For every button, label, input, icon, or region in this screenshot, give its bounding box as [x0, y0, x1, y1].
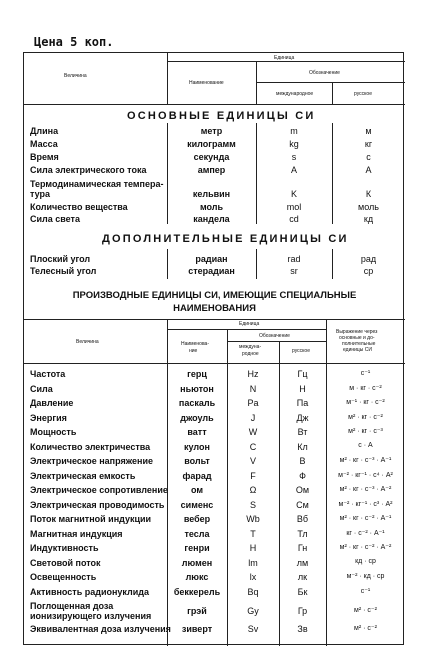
russian-symbol-cell: Па — [296, 398, 309, 408]
international-symbol-cell: V — [249, 456, 256, 466]
russian-symbol-cell: Вт — [297, 427, 308, 437]
si-expression-cell: м² · кг · с⁻³ · А⁻² — [339, 486, 392, 493]
header2-expr4: единицы СИ — [343, 347, 372, 353]
unit-name-cell: ампер — [197, 165, 226, 175]
header2-expr1: Выражение через — [336, 329, 378, 335]
international-symbol-cell: H — [249, 543, 257, 553]
international-symbol-cell: Bq — [247, 586, 259, 597]
russian-symbol-cell: Ф — [299, 470, 306, 481]
russian-symbol-cell: Н — [299, 383, 306, 394]
unit-name-cell: моль — [199, 202, 224, 212]
quantity-cell: Масса — [30, 139, 58, 149]
section-supp-title: ДОПОЛНИТЕЛЬНЫЕ ЕДИНИЦЫ СИ — [102, 233, 349, 245]
russian-symbol-cell: моль — [358, 202, 379, 212]
international-symbol-cell: cd — [289, 214, 299, 224]
unit-name-cell: джоуль — [180, 412, 214, 423]
si-expression-cell: м⁻¹ · кг · с⁻² — [346, 399, 385, 406]
si-expression-cell: м⁻² · кд · ср — [346, 573, 385, 580]
russian-symbol-cell: Дж — [296, 412, 309, 423]
header2-expr3: полнительные — [342, 341, 376, 347]
si-expression-cell: м² · с⁻² — [354, 625, 377, 632]
unit-name-cell: люмен — [181, 557, 213, 568]
international-symbol-cell: F — [250, 470, 256, 481]
quantity-cell: Сила — [30, 383, 53, 394]
unit-name-cell: ватт — [187, 427, 207, 437]
quantity-cell: Электрическое напряжение — [30, 456, 153, 466]
si-expression-cell: с⁻¹ — [360, 370, 371, 377]
quantity-cell: Время — [30, 152, 59, 162]
international-symbol-cell: A — [290, 165, 297, 175]
international-symbol-cell: rad — [287, 254, 301, 264]
unit-name-cell: грэй — [187, 606, 207, 616]
si-expression-cell: м⁻² · кг⁻¹ · с³ · А² — [338, 500, 393, 508]
units-table — [23, 52, 404, 645]
russian-symbol-cell: В — [299, 456, 306, 466]
russian-symbol-cell: А — [365, 165, 372, 175]
russian-symbol-cell: ср — [363, 266, 374, 276]
russian-symbol-cell: Гн — [297, 543, 308, 553]
international-symbol-cell: Wb — [246, 514, 260, 524]
quantity-cell: Электрическое сопротивление — [30, 485, 168, 495]
quantity-cell: Сила электрического тока — [30, 165, 147, 175]
header2-unit: Единица — [239, 321, 260, 327]
russian-symbol-cell: Гц — [297, 369, 308, 379]
russian-symbol-cell: кд — [363, 214, 374, 224]
header2-international: междуна- — [239, 344, 262, 350]
header-international: международное — [276, 91, 314, 97]
russian-symbol-cell: Тл — [297, 528, 308, 539]
unit-name-cell: зиверт — [181, 624, 213, 634]
russian-symbol-cell: м — [365, 126, 372, 136]
russian-symbol-cell: лм — [296, 557, 309, 568]
russian-symbol-cell: с — [366, 152, 371, 162]
header-designation: Обозначение — [309, 70, 340, 76]
unit-name-cell: беккерель — [173, 586, 221, 597]
quantity-cell: Электрическая емкость — [30, 470, 136, 481]
unit-name-cell: фарад — [182, 470, 212, 481]
international-symbol-cell: s — [291, 152, 297, 162]
international-symbol-cell: S — [249, 499, 256, 510]
unit-name-cell: стерадиан — [188, 266, 235, 276]
unit-name-cell: генри — [184, 543, 210, 553]
si-expression-cell: м² · кг · с⁻² · А⁻² — [339, 544, 392, 551]
unit-name-cell: герц — [187, 369, 207, 379]
international-symbol-cell: Pa — [247, 398, 259, 408]
quantity-cell: Мощность — [30, 427, 77, 437]
quantity-cell: Электрическая проводимость — [30, 499, 165, 510]
international-symbol-cell: W — [248, 427, 258, 437]
international-symbol-cell: J — [250, 412, 256, 423]
quantity-cell: Телесный угол — [30, 266, 97, 276]
quantity-cell: Количество электричества — [30, 441, 151, 452]
international-symbol-cell: Gy — [247, 606, 259, 616]
russian-symbol-cell: Бк — [297, 586, 308, 597]
section-derived-title: ПРОИЗВОДНЫЕ ЕДИНИЦЫ СИ, ИМЕЮЩИЕ СПЕЦИАЛЬНЫЕ — [72, 290, 357, 301]
quantity-cell: Энергия — [30, 412, 67, 423]
international-symbol-cell: Hz — [247, 369, 259, 379]
quantity-cell: Сила света — [30, 214, 80, 224]
quantity-cell: Длина — [30, 126, 59, 136]
unit-name-cell: метр — [200, 126, 223, 136]
unit-name-cell: ньютон — [180, 383, 214, 394]
unit-name-cell: вебер — [183, 514, 211, 524]
quantity-cell-cont: ионизирующего излучения — [30, 611, 152, 621]
international-symbol-cell: lm — [248, 557, 258, 568]
international-symbol-cell: Sv — [247, 624, 259, 634]
unit-name-cell: ом — [190, 485, 204, 495]
international-symbol-cell: kg — [289, 139, 299, 149]
quantity-cell: Количество вещества — [30, 202, 128, 212]
header2-designation: Обозначение — [259, 333, 290, 339]
unit-name-cell: тесла — [184, 528, 210, 539]
quantity-cell-cont: тура — [30, 189, 51, 199]
russian-symbol-cell: Вб — [296, 514, 309, 524]
quantity-cell: Плоский угол — [30, 254, 91, 264]
unit-name-cell: кандела — [193, 214, 230, 224]
si-expression-cell: м · кг · с⁻² — [349, 384, 382, 392]
international-symbol-cell: K — [290, 189, 297, 199]
si-expression-cell: м² · с⁻² — [354, 607, 377, 614]
si-expression-cell: м⁻² · кг⁻¹ · с⁴ · А² — [338, 471, 393, 479]
si-expression-cell: кг · с⁻² · А⁻¹ — [346, 529, 385, 537]
si-expression-cell: м² · кг · с⁻³ — [348, 428, 383, 435]
unit-name-cell: вольт — [184, 456, 210, 466]
russian-symbol-cell: лк — [297, 572, 308, 582]
international-symbol-cell: C — [249, 441, 257, 452]
russian-symbol-cell: Ом — [295, 485, 310, 495]
header-unit: Единица — [274, 55, 295, 61]
unit-name-cell: килограмм — [187, 139, 236, 149]
russian-symbol-cell: См — [296, 499, 309, 510]
quantity-cell: Освещенность — [30, 572, 97, 582]
quantity-cell: Активность радионуклида — [30, 586, 150, 597]
quantity-cell: Термодинамическая темпера- — [30, 179, 164, 189]
unit-name-cell: сименс — [180, 499, 214, 510]
header2-international2: родное — [242, 351, 259, 357]
russian-symbol-cell: Гр — [297, 606, 308, 616]
si-expression-cell: м² · кг · с⁻³ · А⁻¹ — [339, 457, 392, 464]
international-symbol-cell: sr — [290, 266, 298, 276]
unit-name-cell: люкс — [185, 572, 209, 582]
international-symbol-cell: lx — [249, 572, 257, 582]
international-symbol-cell: m — [290, 126, 298, 136]
unit-name-cell: паскаль — [178, 398, 216, 408]
international-symbol-cell: T — [250, 528, 256, 539]
si-expression-cell: м² · кг · с⁻² — [348, 413, 383, 421]
si-expression-cell: кд · ср — [355, 557, 376, 565]
header2-name2: ние — [189, 348, 198, 354]
section-derived-title-2: НАИМЕНОВАНИЯ — [173, 303, 256, 314]
russian-symbol-cell: Зв — [297, 624, 308, 634]
header-name: Наименование — [189, 80, 224, 86]
russian-symbol-cell: кг — [364, 139, 373, 149]
price-label: Цена 5 коп. — [34, 35, 114, 49]
unit-name-cell: радиан — [195, 254, 228, 264]
international-symbol-cell: N — [249, 383, 257, 394]
section-basic-title: ОСНОВНЫЕ ЕДИНИЦЫ СИ — [127, 110, 316, 122]
header-quantity: Величина — [64, 73, 87, 79]
international-symbol-cell: mol — [286, 202, 302, 212]
quantity-cell: Поглощенная доза — [30, 601, 114, 611]
russian-symbol-cell: К — [365, 189, 372, 199]
quantity-cell: Световой поток — [30, 557, 101, 568]
quantity-cell: Давление — [30, 398, 74, 408]
header2-russian: русское — [292, 348, 310, 354]
unit-name-cell: секунда — [193, 152, 230, 162]
si-expression-cell: с · А — [358, 441, 373, 449]
quantity-cell: Магнитная индукция — [30, 528, 123, 539]
header2-expr2: основные и до- — [339, 335, 375, 341]
quantity-cell: Индуктивность — [30, 543, 99, 553]
russian-symbol-cell: Кл — [297, 441, 308, 452]
header2-name: Наименова- — [181, 341, 209, 347]
unit-name-cell: кулон — [184, 441, 210, 452]
unit-name-cell: кельвин — [192, 189, 231, 199]
quantity-cell: Частота — [30, 369, 66, 379]
si-expression-cell: с⁻¹ — [360, 587, 371, 595]
header-russian: русское — [354, 91, 372, 97]
quantity-cell: Поток магнитной индукции — [30, 514, 152, 524]
russian-symbol-cell: рад — [360, 254, 377, 264]
international-symbol-cell: Ω — [249, 485, 257, 495]
quantity-cell: Эквивалентная доза излучения — [30, 624, 171, 634]
header2-quantity: Величина — [76, 339, 99, 345]
si-expression-cell: м² · кг · с⁻² · А⁻¹ — [339, 515, 392, 522]
